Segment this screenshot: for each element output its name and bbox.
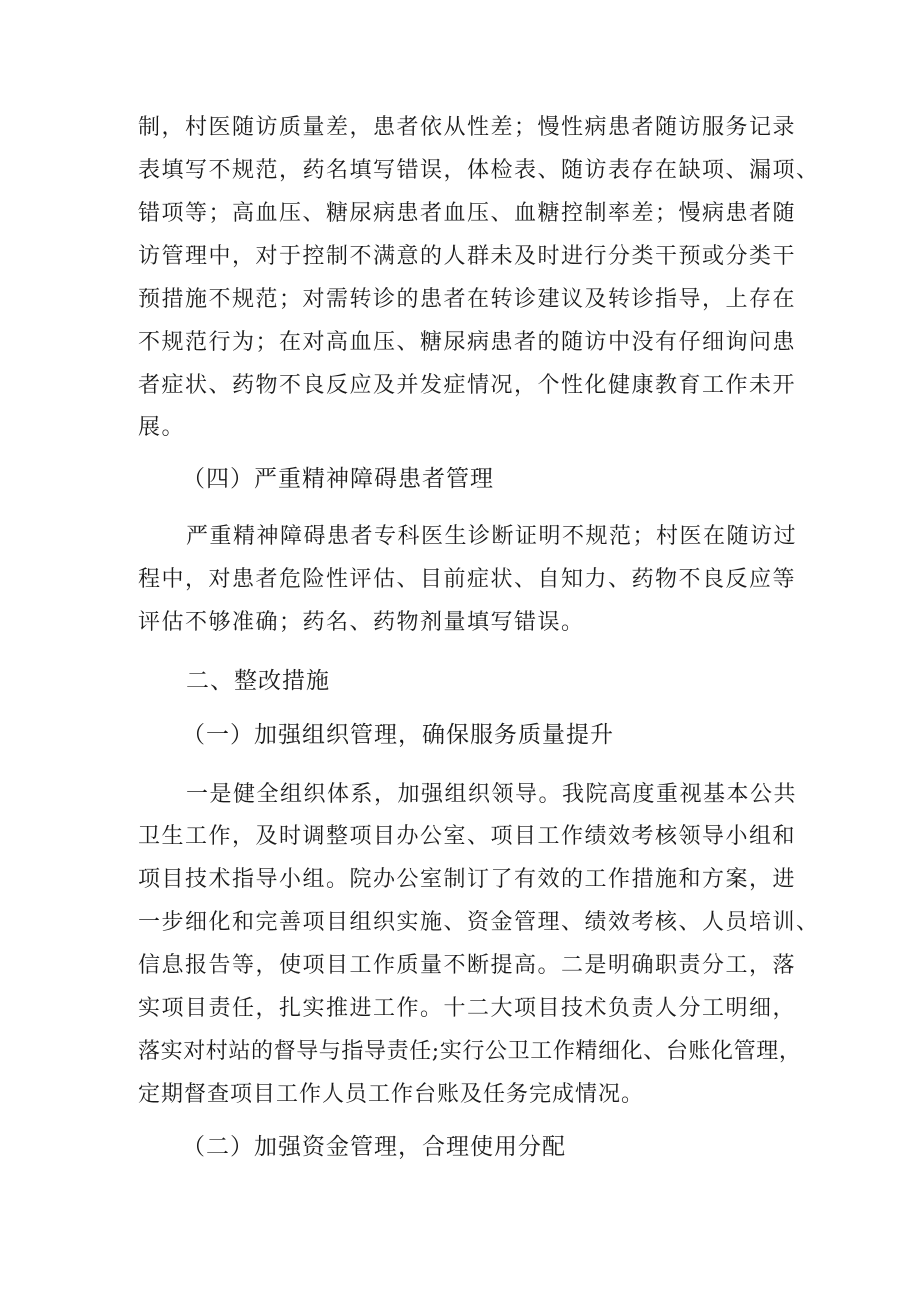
paragraph-line: 评估不够准确；药名、药物剂量填写错误。 (138, 610, 585, 635)
paragraph-line: 信息报告等，使项目工作质量不断提高。二是明确职责分工，落 (138, 953, 797, 978)
paragraph-line: 实项目责任，扎实推进工作。十二大项目技术负责人分工明细， (138, 996, 797, 1021)
paragraph-line: 错项等；高血压、糖尿病患者血压、血糖控制率差；慢病患者随 (138, 201, 797, 226)
paragraph-line: 定期督查项目工作人员工作台账及任务完成情况。 (138, 1082, 645, 1107)
section-heading: 二、整改措施 (186, 668, 330, 694)
paragraph-line: 不规范行为；在对高血压、糖尿病患者的随访中没有仔细询问患 (138, 330, 797, 355)
paragraph-line: 严重精神障碍患者专科医生诊断证明不规范；村医在随访过 (186, 524, 798, 549)
subsection-heading: （一）加强组织管理，确保服务质量提升 (182, 722, 614, 748)
paragraph-line: 程中，对患者危险性评估、目前症状、自知力、药物不良反应等 (138, 567, 797, 592)
paragraph-line: 展。 (138, 415, 186, 440)
paragraph-line: 访管理中，对于控制不满意的人群未及时进行分类干预或分类干 (138, 244, 797, 269)
paragraph-line: 者症状、药物不良反应及并发症情况，个性化健康教育工作未开 (138, 373, 797, 398)
paragraph-line: 制，村医随访质量差，患者依从性差；慢性病患者随访服务记录 (138, 115, 797, 140)
section-heading: （四）严重精神障碍患者管理 (182, 466, 494, 492)
paragraph-line: 卫生工作，及时调整项目办公室、项目工作绩效考核领导小组和 (138, 824, 797, 849)
paragraph-line: 表填写不规范，药名填写错误，体检表、随访表存在缺项、漏项、 (138, 158, 820, 183)
paragraph-line: 落实对村站的督导与指导责任;实行公卫工作精细化、台账化管理， (138, 1039, 802, 1064)
paragraph-line: 项目技术指导小组。院办公室制订了有效的工作措施和方案，进 (138, 867, 797, 892)
paragraph-line: 预措施不规范；对需转诊的患者在转诊建议及转诊指导，上存在 (138, 287, 797, 312)
subsection-heading: （二）加强资金管理，合理使用分配 (182, 1134, 566, 1160)
paragraph-line: 一是健全组织体系，加强组织领导。我院高度重视基本公共 (186, 782, 798, 807)
paragraph-line: 一步细化和完善项目组织实施、资金管理、绩效考核、人员培训、 (138, 910, 820, 935)
